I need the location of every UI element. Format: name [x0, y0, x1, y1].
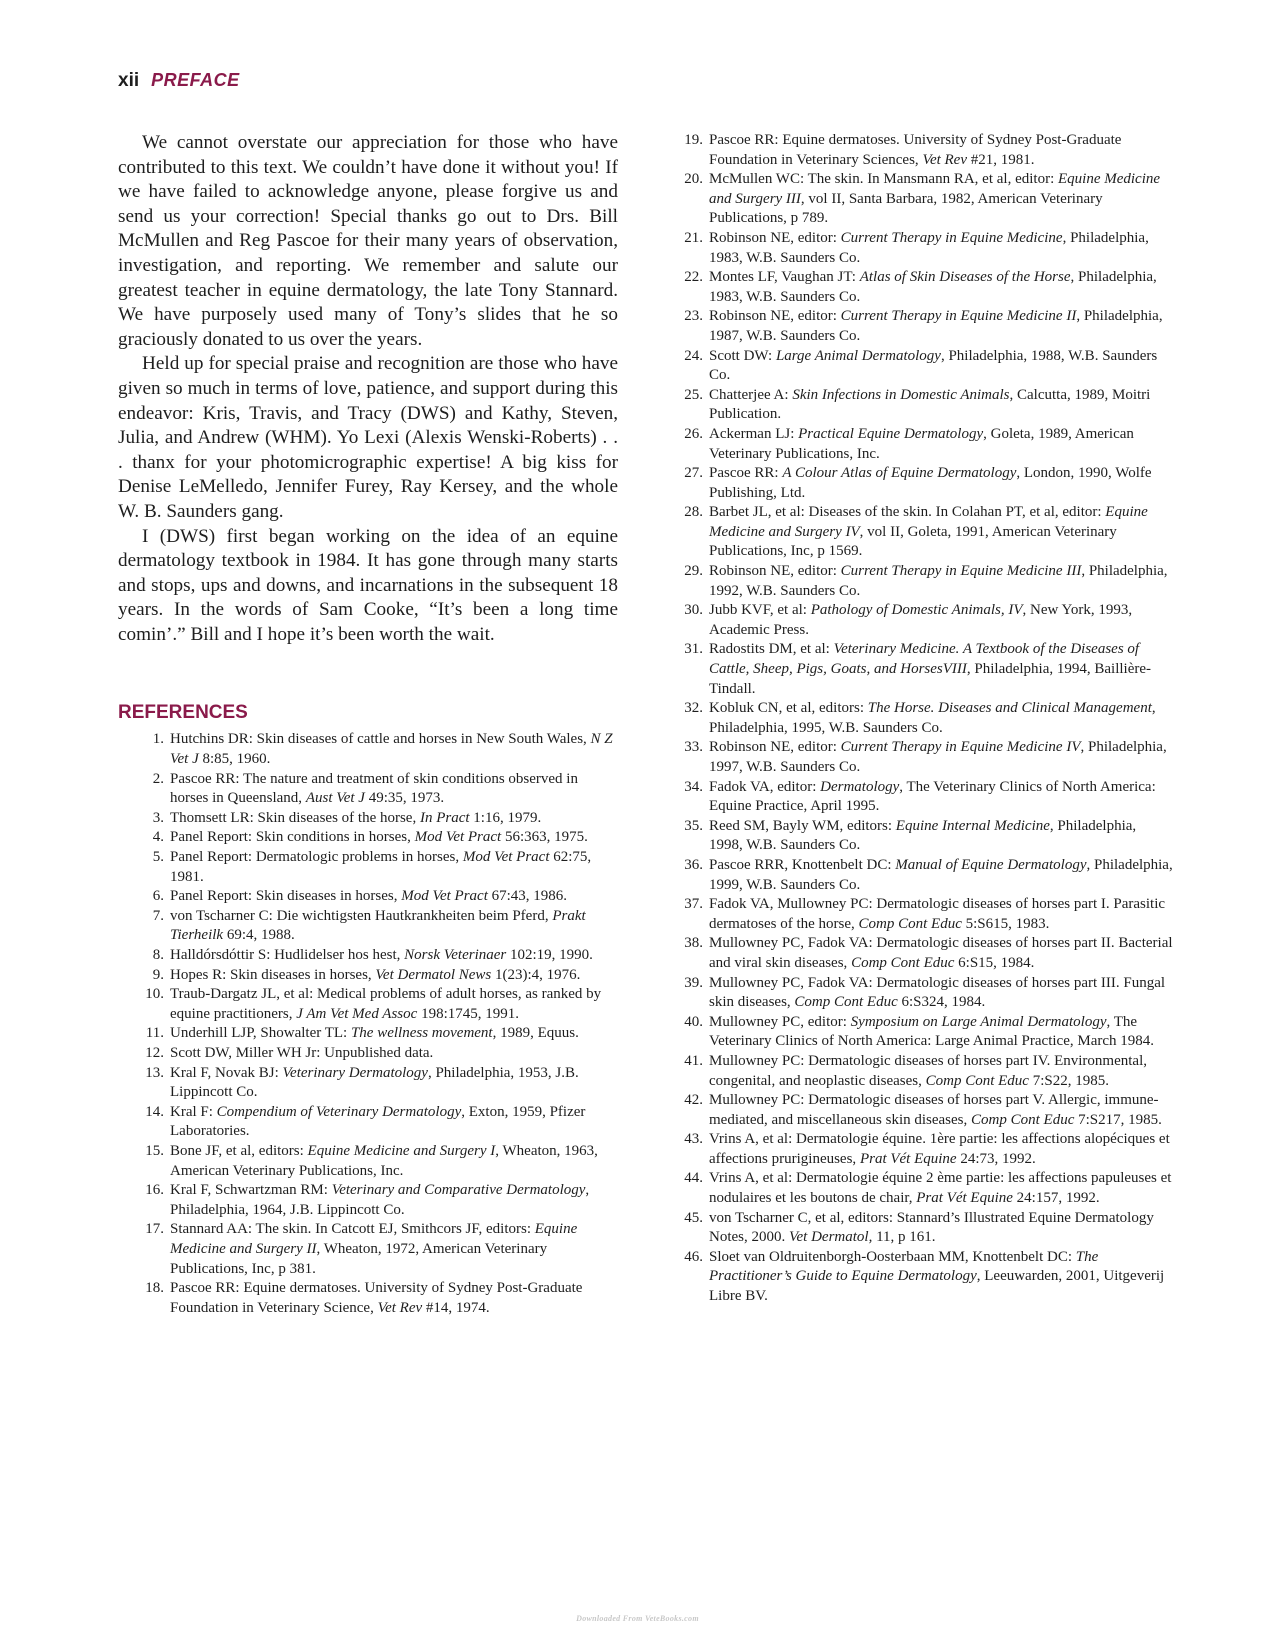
reference-text: Barbet JL, et al: Diseases of the skin. In Colahan PT, et al, editor:: [709, 504, 1106, 521]
reference-details: , vol II, Goleta, 1991, American Veterinary Publications, Inc, p 1569.: [709, 523, 1117, 560]
reference-item: [673, 1248, 1173, 1307]
reference-source: Mod Vet Pract: [414, 829, 502, 846]
reference-details: 5:S615, 1983.: [961, 915, 1050, 932]
reference-details: , vol II, Santa Barbara, 1982, American Veterinary Publications, p 789.: [709, 190, 1103, 227]
reference-details: 1(23):4, 1976.: [491, 966, 581, 983]
reference-source: Veterinary and Comparative Dermatology: [331, 1182, 586, 1199]
reference-text: Halldórsdóttir S: Hudlidelser hos hest,: [170, 947, 405, 963]
reference-item: [134, 730, 618, 769]
reference-source: N Z Vet J: [170, 731, 613, 768]
reference-details: 67:43, 1986.: [487, 888, 568, 905]
reference-source: Large Animal Dermatology: [775, 347, 941, 364]
reference-source: Symposium on Large Animal Dermatology: [850, 1013, 1107, 1030]
reference-number: 25.: [684, 386, 703, 403]
reference-source: Manual of Equine Dermatology: [895, 856, 1087, 873]
reference-text: Kral F, Novak BJ:: [170, 1064, 283, 1081]
reference-text: Montes LF, Vaughan JT:: [709, 269, 860, 286]
reference-text: Pascoe RR: Equine dermatoses. University of Sydney Post-Graduate Foundation in Veterinary Science,: [170, 1280, 583, 1316]
reference-details: , New York, 1993, Academic Press.: [709, 602, 1133, 638]
reference-details: #14, 1974.: [422, 1299, 490, 1316]
reference-number: 34.: [684, 778, 703, 795]
reference-item: [673, 503, 1173, 562]
references-heading: REFERENCES: [118, 702, 248, 724]
reference-details: 7:S217, 1985.: [1074, 1111, 1162, 1128]
reference-number: 16.: [145, 1182, 164, 1199]
reference-details: , Philadelphia, 1987, W.B. Saunders Co.: [709, 308, 1163, 344]
reference-item: [673, 464, 1173, 503]
reference-source: Equine Medicine and Surgery III: [709, 171, 1161, 207]
reference-item: [673, 778, 1173, 817]
reference-number: 36.: [684, 856, 703, 873]
reference-item: [134, 770, 618, 809]
reference-details: 8:85, 1960.: [198, 751, 271, 768]
reference-item: [134, 1064, 618, 1103]
page-number: xii: [118, 70, 140, 91]
reference-source: The wellness movement: [350, 1025, 493, 1042]
reference-details: 102:19, 1990.: [506, 947, 593, 963]
reference-number: 37.: [684, 896, 703, 913]
reference-source: Equine Medicine and Surgery IV: [709, 504, 1148, 540]
reference-text: Underhill LJP, Showalter TL:: [170, 1025, 351, 1042]
reference-source: Dermatology: [820, 778, 900, 795]
reference-text: Pascoe RR: Equine dermatoses. University of Sydney Post-Graduate Foundation in Veterinary Sciences,: [709, 132, 1122, 168]
reference-text: Sloet van Oldruitenborgh-Oosterbaan MM, Knottenbelt DC:: [709, 1248, 1076, 1265]
reference-text: Robinson NE, editor:: [709, 229, 841, 246]
right-column: [673, 131, 1173, 1307]
reference-details: , Wheaton, 1963, American Veterinary Publications, Inc.: [170, 1142, 598, 1179]
reference-number: 3.: [152, 809, 164, 826]
reference-item: [673, 1052, 1173, 1091]
reference-number: 46.: [684, 1248, 703, 1265]
reference-text: Hopes R: Skin diseases in horses,: [170, 966, 376, 983]
reference-text: Panel Report: Skin conditions in horses,: [170, 829, 415, 846]
reference-source: Norsk Veterinaer: [404, 947, 507, 963]
reference-source: Comp Cont Educ: [925, 1072, 1029, 1089]
reference-number: 33.: [684, 739, 703, 756]
references-list-right: [673, 131, 1173, 1307]
reference-number: 42.: [684, 1092, 703, 1109]
reference-details: , London, 1990, Wolfe Publishing, Ltd.: [709, 465, 1152, 501]
reference-item: [134, 1024, 618, 1044]
reference-details: 198:1745, 1991.: [417, 1005, 519, 1022]
reference-item: [673, 562, 1173, 601]
reference-item: [134, 985, 618, 1024]
reference-text: Reed SM, Bayly WM, editors:: [709, 817, 896, 834]
reference-source: Comp Cont Educ: [794, 994, 898, 1011]
reference-item: [134, 887, 618, 907]
reference-source: Practical Equine Dermatology: [798, 425, 984, 442]
reference-details: , Exton, 1959, Pfizer Laboratories.: [170, 1103, 586, 1140]
reference-details: 6:S15, 1984.: [954, 954, 1035, 971]
reference-text: Panel Report: Dermatologic problems in horses,: [170, 849, 463, 866]
reference-text: Vrins A, et al: Dermatologie équine. 1ère partie: les affections alopéciques et affections prurigineuses,: [709, 1131, 1170, 1167]
reference-source: Comp Cont Educ: [858, 915, 962, 932]
reference-details: , 1989, Equus.: [492, 1025, 579, 1042]
reference-details: 24:73, 1992.: [956, 1150, 1036, 1167]
reference-number: 1.: [152, 731, 164, 748]
reference-source: Current Therapy in Equine Medicine III: [840, 563, 1082, 580]
section-label: PREFACE: [151, 70, 240, 90]
reference-details: , Philadelphia, 1988, W.B. Saunders Co.: [709, 347, 1158, 384]
reference-item: [673, 170, 1173, 229]
reference-number: 19.: [684, 132, 703, 148]
reference-text: Kral F, Schwartzman RM:: [170, 1182, 332, 1199]
reference-text: Stannard AA: The skin. In Catcott EJ, Smithcors JF, editors:: [170, 1221, 535, 1238]
reference-details: , Philadelphia, 1953, J.B. Lippincott Co.: [170, 1064, 579, 1101]
reference-text: Scott DW, Miller WH Jr: Unpublished data.: [170, 1044, 434, 1061]
reference-text: Jubb KVF, et al:: [709, 602, 811, 619]
preface-paragraph: We cannot overstate our appreciation for those who have contributed to this text. We couldn’t have done it without you! If we have failed to acknowledge anyone, please forgive us and send us your correction! Special thanks go out to Drs. Bill McMullen and Reg Pascoe for their many years of observation, investigation, and reporting. We remember and salute our greatest teacher in equine dermatology, the late Tony Stannard. We have purposely used many of Tony’s slides that he so graciously donated to us over the years.: [118, 132, 618, 350]
reference-details: #21, 1981.: [967, 151, 1035, 168]
reference-item: [673, 1091, 1173, 1130]
reference-text: Kral F:: [170, 1103, 217, 1120]
reference-item: [673, 1130, 1173, 1169]
reference-number: 12.: [145, 1044, 164, 1061]
reference-text: Fadok VA, Mullowney PC: Dermatologic diseases of horses part I. Parasitic dermatoses of the horse,: [709, 896, 1166, 932]
reference-details: , The Veterinary Clinics of North America: Large Animal Practice, March 1984.: [709, 1013, 1155, 1050]
reference-source: Current Therapy in Equine Medicine II: [840, 308, 1077, 325]
reference-source: Aust Vet J: [305, 790, 365, 807]
reference-item: [673, 229, 1173, 268]
reference-source: Prat Vét Equine: [859, 1150, 957, 1167]
reference-number: 30.: [684, 602, 703, 619]
preface-paragraph: I (DWS) first began working on the idea of an equine dermatology textbook in 1984. It has gone through many starts and stops, ups and downs, and incarnations in the subsequent 18 years. In the words of Sam Cooke, “It’s been a long time comin’.” Bill and I hope it’s been worth the wait.: [118, 525, 618, 645]
reference-details: , Philadelphia, 1992, W.B. Saunders Co.: [709, 563, 1168, 599]
reference-source: Equine Medicine and Surgery II: [170, 1221, 578, 1257]
reference-source: Prakt Tierheilk: [170, 907, 586, 944]
reference-number: 22.: [684, 269, 703, 286]
reference-number: 27.: [684, 465, 703, 482]
reference-details: 62:75, 1981.: [170, 849, 592, 885]
reference-number: 20.: [684, 171, 703, 188]
reference-item: [673, 307, 1173, 346]
reference-number: 44.: [684, 1170, 703, 1187]
reference-text: Robinson NE, editor:: [709, 739, 841, 756]
references-list-left: [118, 730, 618, 1318]
reference-item: [134, 966, 618, 986]
reference-details: 7:S22, 1985.: [1028, 1072, 1109, 1089]
reference-item: [673, 934, 1173, 973]
preface-paragraph: Held up for special praise and recognition are those who have given so much in terms of love, patience, and support during this endeavor: Kris, Travis, and Tracy (DWS) and Kathy, Steven, Julia, and Andrew (WHM). Yo Lexi (Alexis Wenski-Roberts) . . . thanx for your photomicrographic expertise! A big kiss for Denise LeMelledo, Jennifer Furey, Ray Kersey, and the whole W. B. Saunders gang.: [118, 353, 618, 522]
reference-source: J Am Vet Med Assoc: [296, 1005, 418, 1022]
reference-source: Current Therapy in Equine Medicine: [840, 229, 1063, 246]
reference-number: 26.: [684, 425, 703, 442]
running-head: [118, 70, 240, 92]
reference-details: 69:4, 1988.: [223, 927, 295, 944]
reference-number: 5.: [152, 849, 164, 866]
reference-source: Equine Internal Medicine: [895, 817, 1050, 834]
reference-number: 38.: [684, 935, 703, 952]
reference-number: 41.: [684, 1052, 703, 1069]
reference-text: Mullowney PC, Fadok VA: Dermatologic diseases of horses part II. Bacterial and viral skin diseases,: [709, 935, 1173, 971]
reference-item: [673, 738, 1173, 777]
reference-source: The Practitioner’s Guide to Equine Dermatology: [709, 1248, 1099, 1285]
reference-source: A Colour Atlas of Equine Dermatology: [782, 465, 1017, 482]
reference-details: 1:16, 1979.: [469, 809, 542, 826]
reference-text: Kobluk CN, et al, editors:: [709, 700, 868, 717]
reference-source: Compendium of Veterinary Dermatology: [216, 1103, 462, 1120]
reference-text: Mullowney PC, Fadok VA: Dermatologic diseases of horses part III. Fungal skin diseases,: [709, 974, 1166, 1011]
reference-details: , Calcutta, 1989, Moitri Publication.: [709, 386, 1151, 423]
reference-source: Veterinary Medicine. A Textbook of the Diseases of Cattle, Sheep, Pigs, Goats, and HorsesVIII: [709, 641, 1140, 678]
reference-number: 13.: [145, 1064, 164, 1081]
reference-details: 11, p 161.: [872, 1229, 936, 1246]
reference-text: Mullowney PC: Dermatologic diseases of horses part V. Allergic, immune-mediated, and miscellaneous skin diseases,: [709, 1092, 1159, 1128]
reference-source: Mod Vet Pract: [462, 849, 550, 866]
footer-watermark: Downloaded From VeteBooks.com: [576, 1614, 699, 1623]
reference-text: Robinson NE, editor:: [709, 308, 841, 325]
reference-source: Skin Infections in Domestic Animals: [792, 386, 1010, 403]
reference-text: von Tscharner C: Die wichtigsten Hautkrankheiten beim Pferd,: [170, 907, 553, 924]
reference-number: 2.: [152, 770, 164, 787]
reference-item: [134, 828, 618, 848]
reference-item: [673, 699, 1173, 738]
reference-details: , Wheaton, 1972, American Veterinary Publications, Inc, p 381.: [170, 1240, 548, 1277]
reference-text: Radostits DM, et al:: [709, 641, 834, 658]
reference-text: Fadok VA, editor:: [709, 778, 821, 795]
reference-item: [673, 347, 1173, 386]
reference-source: Vet Rev: [377, 1299, 423, 1316]
reference-item: [134, 1220, 618, 1279]
reference-details: , Philadelphia, 1983, W.B. Saunders Co.: [709, 229, 1149, 266]
reference-text: Pascoe RRR, Knottenbelt DC:: [709, 856, 896, 873]
reference-item: [673, 1209, 1173, 1248]
reference-item: [673, 856, 1173, 895]
reference-number: 15.: [145, 1142, 164, 1159]
reference-details: , Philadelphia, 1983, W.B. Saunders Co.: [709, 269, 1157, 305]
reference-source: Vet Dermatol News: [375, 966, 492, 983]
reference-item: [673, 601, 1173, 640]
reference-source: The Horse. Diseases and Clinical Management: [867, 700, 1152, 717]
reference-number: 43.: [684, 1131, 703, 1148]
reference-number: 4.: [152, 829, 164, 846]
reference-text: Pascoe RR:: [709, 465, 783, 482]
reference-text: McMullen WC: The skin. In Mansmann RA, et al, editor:: [709, 171, 1058, 188]
reference-details: 49:35, 1973.: [364, 790, 445, 807]
reference-number: 31.: [684, 641, 703, 658]
reference-number: 29.: [684, 563, 703, 580]
reference-source: Pathology of Domestic Animals, IV: [810, 602, 1023, 619]
reference-item: [673, 131, 1173, 170]
left-column: [118, 131, 618, 1318]
reference-details: , Philadelphia, 1964, J.B. Lippincott Co.: [170, 1182, 590, 1218]
reference-item: [134, 1279, 618, 1318]
reference-item: [134, 1103, 618, 1142]
reference-item: [134, 809, 618, 829]
reference-number: 17.: [145, 1221, 164, 1238]
reference-source: Veterinary Dermatology: [282, 1064, 428, 1081]
reference-number: 45.: [684, 1209, 703, 1226]
reference-item: [673, 974, 1173, 1013]
reference-number: 24.: [684, 347, 703, 364]
reference-number: 40.: [684, 1013, 703, 1030]
reference-number: 28.: [684, 504, 703, 521]
reference-text: Vrins A, et al: Dermatologie équine 2 ème partie: les affections papuleuses et nodulaires et les boutons de chair,: [709, 1170, 1172, 1207]
reference-details: 6:S324, 1984.: [897, 994, 986, 1011]
reference-text: Mullowney PC: Dermatologic diseases of horses part IV. Environmental, congenital, and neoplastic diseases,: [709, 1052, 1147, 1089]
reference-details: , Goleta, 1989, American Veterinary Publications, Inc.: [709, 425, 1134, 462]
reference-text: Scott DW:: [709, 347, 776, 364]
reference-item: [673, 1169, 1173, 1208]
reference-item: [673, 268, 1173, 307]
reference-number: 14.: [145, 1103, 164, 1120]
reference-item: [134, 1181, 618, 1220]
reference-details: , The Veterinary Clinics of North America: Equine Practice, April 1995.: [709, 778, 1156, 815]
reference-source: Atlas of Skin Diseases of the Horse: [859, 269, 1071, 286]
reference-details: , Philadelphia, 1999, W.B. Saunders Co.: [709, 856, 1173, 893]
reference-text: von Tscharner C, et al, editors: Stannard’s Illustrated Equine Dermatology Notes, 2000.: [709, 1209, 1154, 1246]
reference-details: , Leeuwarden, 2001, Uitgeverij Libre BV.: [709, 1268, 1165, 1305]
reference-item: [673, 386, 1173, 425]
reference-item: [134, 1044, 618, 1064]
reference-source: Comp Cont Educ: [971, 1111, 1075, 1128]
reference-item: [673, 425, 1173, 464]
reference-source: Prat Vét Equine: [916, 1190, 1013, 1207]
reference-text: Panel Report: Skin diseases in horses,: [170, 888, 402, 905]
reference-number: 11.: [145, 1025, 164, 1042]
reference-source: Vet Rev: [922, 151, 967, 168]
reference-number: 35.: [684, 817, 703, 834]
reference-item: [673, 1013, 1173, 1052]
reference-details: , Philadelphia, 1995, W.B. Saunders Co.: [709, 700, 1156, 736]
reference-source: Equine Medicine and Surgery I: [307, 1142, 496, 1159]
reference-details: , Philadelphia, 1997, W.B. Saunders Co.: [709, 739, 1167, 775]
reference-text: Mullowney PC, editor:: [709, 1013, 851, 1030]
reference-details: , Philadelphia, 1994, Baillière-Tindall.: [709, 661, 1152, 697]
reference-item: [673, 895, 1173, 934]
reference-text: Traub-Dargatz JL, et al: Medical problems of adult horses, as ranked by equine practitioners,: [170, 986, 602, 1022]
reference-details: 56:363, 1975.: [501, 829, 588, 846]
reference-number: 21.: [684, 229, 703, 246]
reference-item: [134, 848, 618, 887]
reference-details: , Philadelphia, 1998, W.B. Saunders Co.: [709, 817, 1137, 854]
reference-source: Comp Cont Educ: [851, 954, 955, 971]
reference-item: [673, 817, 1173, 856]
reference-text: Hutchins DR: Skin diseases of cattle and horses in New South Wales,: [170, 731, 591, 748]
reference-text: Robinson NE, editor:: [709, 563, 841, 580]
reference-details: 24:157, 1992.: [1012, 1190, 1100, 1207]
reference-number: 18.: [145, 1280, 164, 1297]
reference-number: 23.: [684, 308, 703, 325]
reference-source: Vet Dermatol,: [789, 1229, 873, 1246]
reference-number: 7.: [152, 907, 164, 924]
reference-number: 8.: [152, 947, 164, 963]
reference-text: Chatterjee A:: [709, 386, 793, 403]
reference-number: 10.: [145, 986, 164, 1003]
reference-text: Pascoe RR: The nature and treatment of skin conditions observed in horses in Queensland,: [170, 770, 578, 807]
reference-item: [134, 907, 618, 946]
reference-item: [134, 1142, 618, 1181]
reference-number: 32.: [684, 700, 703, 717]
reference-number: 6.: [152, 888, 164, 905]
reference-number: 39.: [684, 974, 703, 991]
reference-text: Thomsett LR: Skin diseases of the horse,: [170, 809, 420, 826]
reference-source: In Pract: [419, 809, 470, 826]
reference-number: 9.: [152, 966, 164, 983]
reference-text: Bone JF, et al, editors:: [170, 1142, 308, 1159]
reference-source: Current Therapy in Equine Medicine IV: [840, 739, 1081, 756]
reference-source: Mod Vet Pract: [401, 888, 488, 905]
reference-text: Ackerman LJ:: [709, 425, 799, 442]
reference-item: [134, 946, 618, 966]
reference-item: [673, 640, 1173, 699]
